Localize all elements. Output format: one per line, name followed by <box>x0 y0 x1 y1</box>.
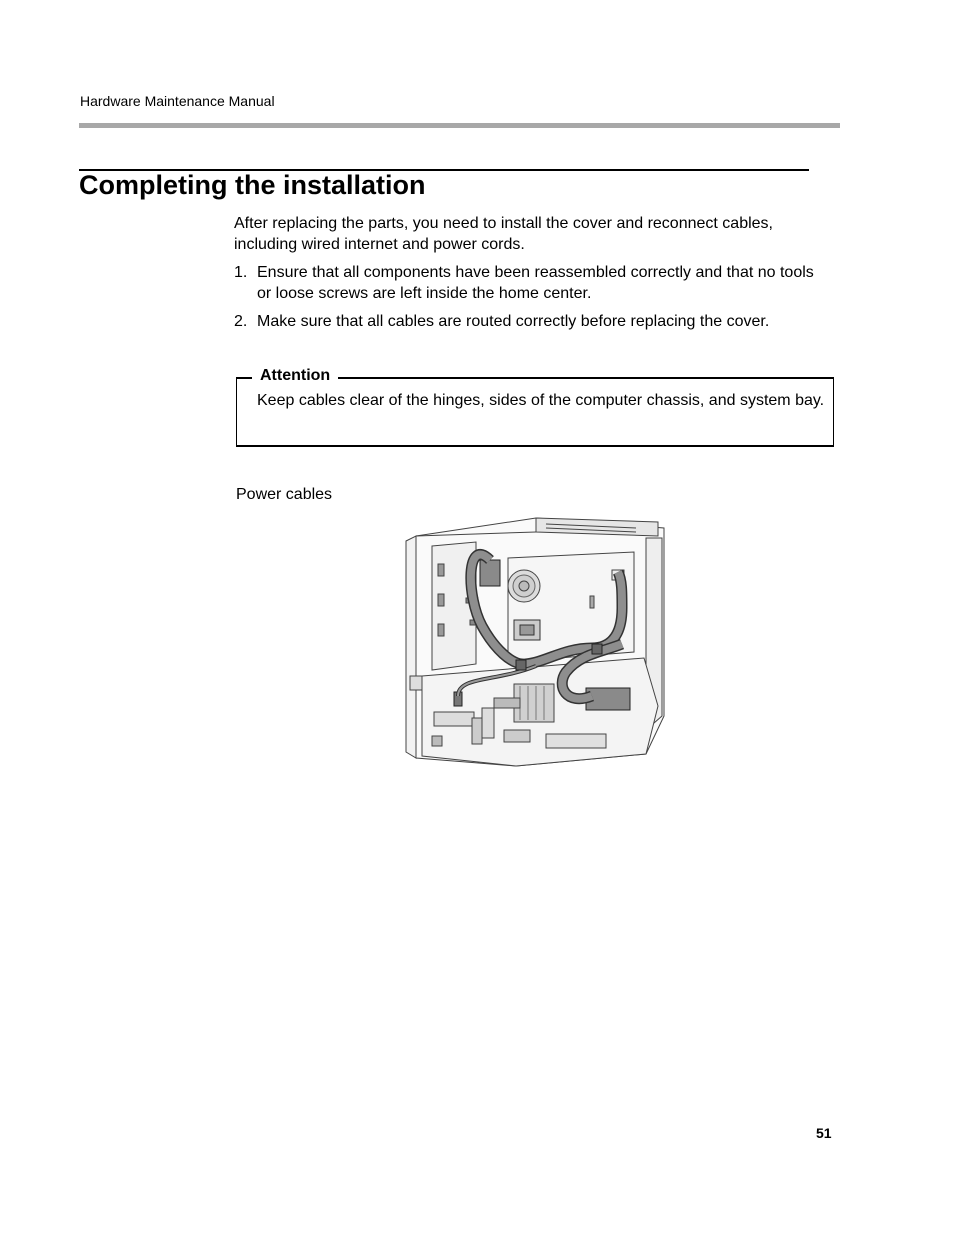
step-number: 1. <box>234 264 248 281</box>
step-text: Ensure that all components have been reassembled correctly and that no tools or loose screws are left inside the home center. <box>257 264 814 302</box>
figure-caption: Power cables <box>236 486 333 503</box>
intro-paragraph: After replacing the parts, you need to install the cover and reconnect cables, including wired internet and power cords. <box>234 215 773 253</box>
step-text: Make sure that all cables are routed correctly before replacing the cover. <box>257 313 770 330</box>
attention-text: Keep cables clear of the hinges, sides of the computer chassis, and system bay. <box>257 392 825 409</box>
header-rule <box>79 123 840 128</box>
step-number: 2. <box>234 313 248 330</box>
attention-label: Attention <box>252 366 338 386</box>
page-title: Completing the installation <box>79 170 426 200</box>
running-header: Hardware Maintenance Manual <box>80 93 275 109</box>
step-2 <box>234 311 834 332</box>
step-1 <box>234 262 834 304</box>
page-number: 51 <box>816 1125 832 1141</box>
power-cables-illustration <box>396 516 686 771</box>
attention-box <box>236 377 834 447</box>
